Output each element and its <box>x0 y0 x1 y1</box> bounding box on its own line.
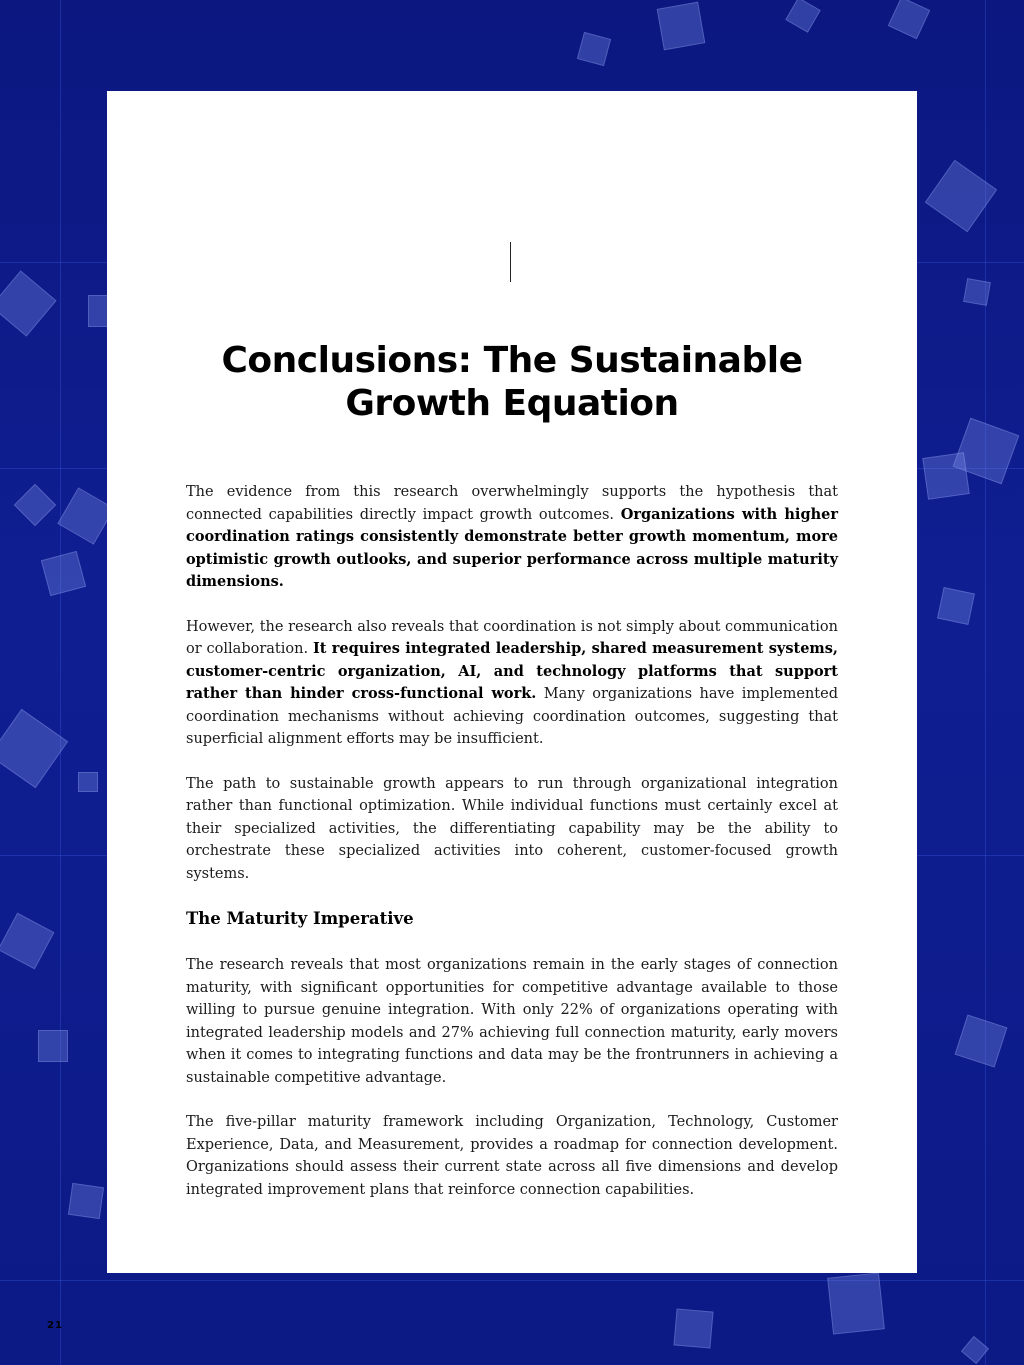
section-heading: The Maturity Imperative <box>186 909 414 928</box>
background-cube <box>0 913 54 970</box>
background-cube <box>955 1015 1008 1068</box>
paragraph <box>186 616 838 751</box>
background-cube <box>38 1030 68 1062</box>
document-page <box>107 91 917 1273</box>
paragraph: The research reveals that most organizations remain in the early stages of connection maturity, with significant opportunities for competitive advantage available to those willing to pursue genuine integration. With only 22% of organizations operating with integrated leadership models and 27% achieving full connection maturity, early movers when it comes to integrating functions and data may be the frontrunners in achieving a sustainable competitive advantage. <box>186 957 838 1086</box>
background-cube <box>68 1183 104 1219</box>
background-cube <box>888 0 931 39</box>
paragraph <box>186 481 838 594</box>
paragraph-text: However, the research also reveals that coordination is not simply about communication or collaboration. <box>186 618 838 657</box>
background-cube <box>78 772 98 792</box>
background-cube <box>657 2 706 51</box>
background-cube <box>673 1308 713 1348</box>
background-cube <box>41 551 86 596</box>
page-title: Conclusions: The Sustainable Growth Equation <box>221 340 803 424</box>
background-cube <box>937 587 975 625</box>
background-cube <box>14 484 56 526</box>
background-cube <box>963 278 991 306</box>
paragraph: The five-pillar maturity framework including Organization, Technology, Customer Experience, Data, and Measurement, provides a roadmap for connection development. Organizations should assess their current state across all five dimensions and develop integrated improvement plans that reinforce connection capabilities. <box>186 1114 838 1198</box>
title-divider <box>510 242 511 282</box>
paragraph-emphasis: It requires integrated leadership, shared measurement systems, customer-centric organization, AI, and technology platforms that support rather than hinder cross-functional work. <box>186 640 838 702</box>
background-cube <box>577 32 611 66</box>
background-cube <box>0 709 68 788</box>
paragraph-emphasis: Organizations with higher coordination ratings consistently demonstrate better growth momentum, more optimistic growth outlooks, and superior performance across multiple maturity dimensions. <box>186 505 838 590</box>
background-cube <box>925 160 997 232</box>
paragraph-text: The evidence from this research overwhelmingly supports the hypothesis that connected capabilities directly impact growth outcomes. <box>186 484 838 523</box>
body-content <box>186 481 838 1223</box>
page-number: 21 <box>47 1320 63 1331</box>
paragraph: The path to sustainable growth appears to run through organizational integration rather than functional optimization. While individual functions must certainly excel at their specialized activities, the differentiating capability may be the ability to orchestrate these specialized activities into coherent, customer-focused growth systems. <box>186 775 838 882</box>
background-grid-line <box>60 0 61 1365</box>
background-cube <box>0 270 57 336</box>
background-cube <box>785 0 821 33</box>
paragraph-text: Many organizations have implemented coordination mechanisms without achieving coordination outcomes, suggesting that superficial alignment efforts may be insufficient. <box>186 686 838 747</box>
background-cube <box>922 452 969 499</box>
background-cube <box>827 1272 885 1334</box>
